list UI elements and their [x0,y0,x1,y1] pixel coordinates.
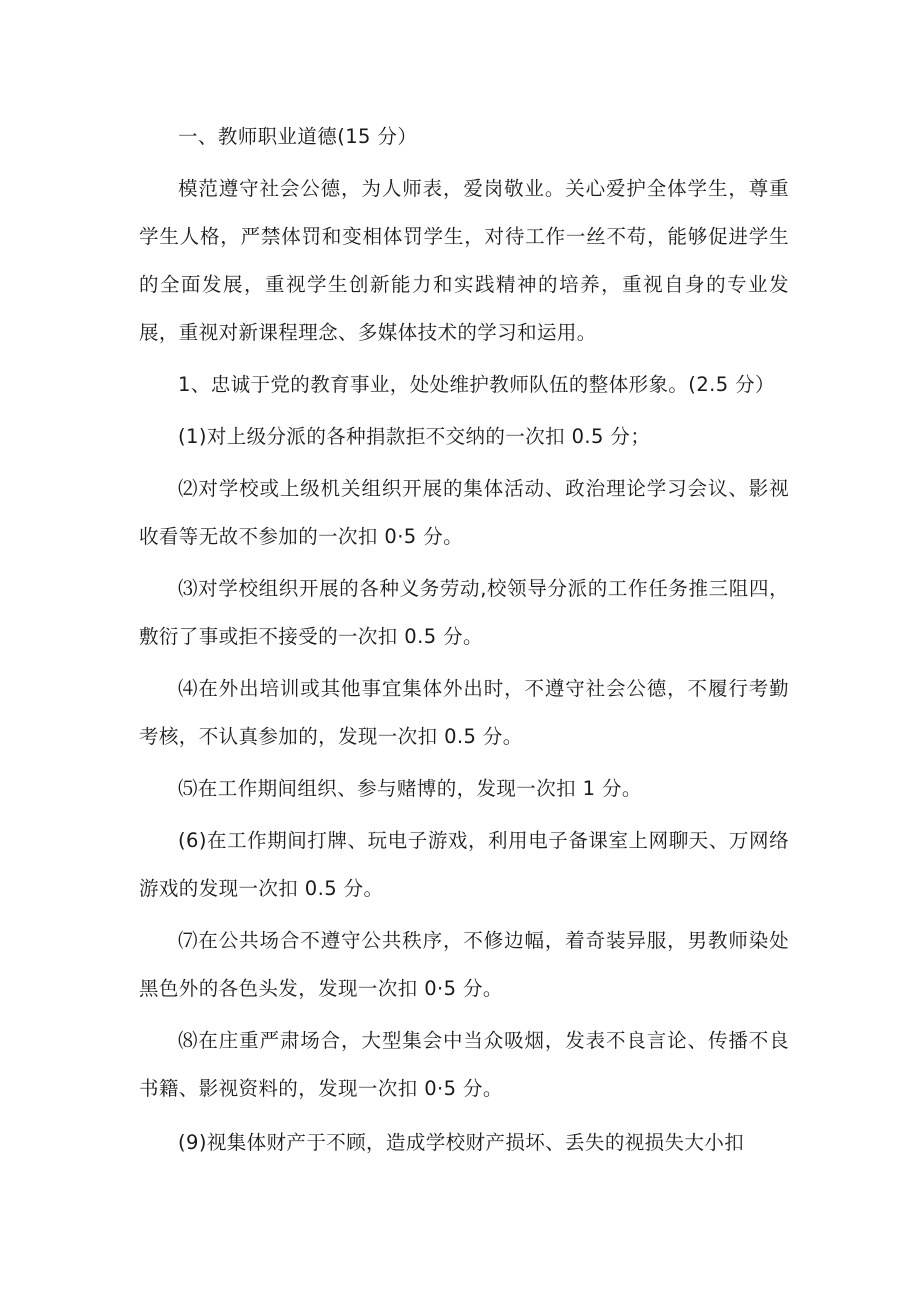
rule-5: ⑸在工作期间组织、参与赌博的，发现一次扣 1 分。 [178,777,642,800]
rule-7: ⑺在公共场合不遵守公共秩序，不修边幅，着奇装异服，男教师染处黑色外的各色头发，发现一次扣 0·5 分。 [139,929,789,1000]
intro-paragraph: 模范遵守社会公德，为人师表，爱岗敬业。关心爱护全体学生，尊重学生人格，严禁体罚和变相体罚学生，对待工作一丝不苟，能够促进学生的全面发展，重视学生创新能力和实践精神的培养，重视自身的专业发展，重视对新课程理念、多媒体技术的学习和运用。 [139,177,789,344]
rule-3: ⑶对学校组织开展的各种义务劳动,校领导分派的工作任务推三阻四，敷衍了事或拒不接受的一次扣 0.5 分。 [139,577,789,648]
document-body [139,113,789,1167]
rule-9: (9)视集体财产于不顾，造成学校财产损坏、丢失的视损失大小扣 [178,1131,745,1154]
section-heading: 一、教师职业道德(15 分） [178,125,418,148]
rule-4: ⑷在外出培训或其他事宜集体外出时，不遵守社会公德，不履行考勤考核，不认真参加的，发现一次扣 0.5 分。 [139,677,789,748]
rule-8: ⑻在庄重严肃场合，大型集会中当众吸烟，发表不良言论、传播不良书籍、影视资料的，发现一次扣 0·5 分。 [139,1029,789,1100]
rule-2: ⑵对学校或上级机关组织开展的集体活动、政治理论学习会议、影视收看等无故不参加的一次扣 0·5 分。 [139,477,789,548]
rule-1: (1)对上级分派的各种捐款拒不交纳的一次扣 0.5 分； [178,425,651,448]
item-1-heading: 1、忠诚于党的教育事业，处处维护教师队伍的整体形象。(2.5 分） [178,373,775,396]
rule-6: (6)在工作期间打牌、玩电子游戏，利用电子备课室上网聊天、万网络游戏的发现一次扣 0.5 分。 [139,829,789,900]
